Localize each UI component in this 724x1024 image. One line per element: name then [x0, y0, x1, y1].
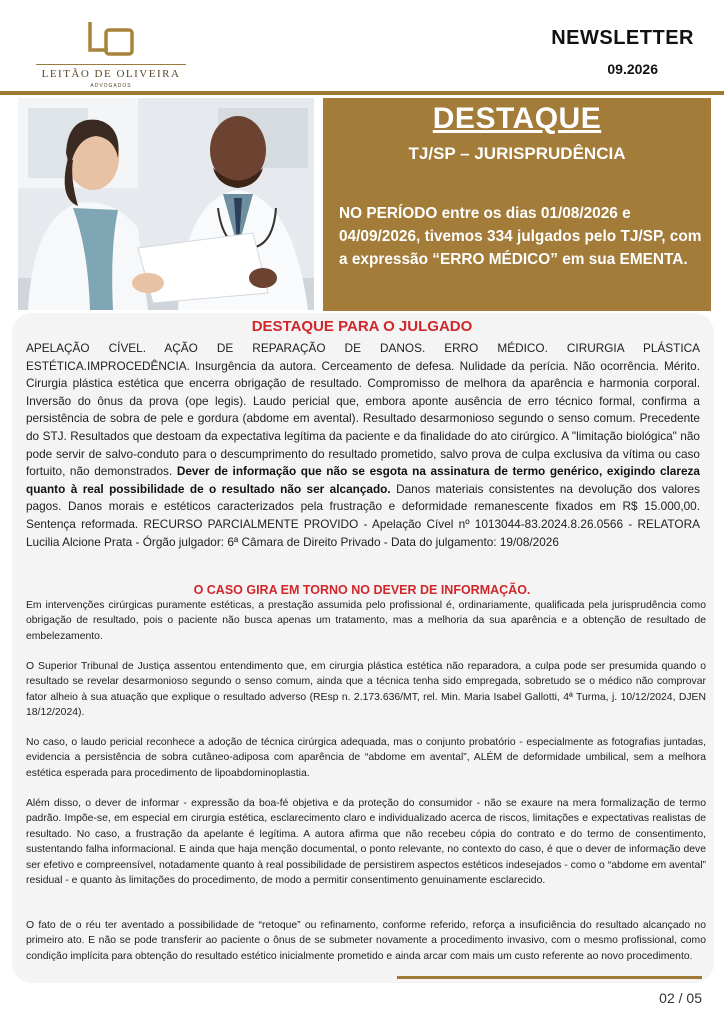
judgment-text-highlight: Dever de informação que não se esgota na assinatura de termo genérico, exigindo clareza quanto à real possibilidade de o resultado não ser alcançado. [26, 464, 700, 496]
judgment-text-part-1: APELAÇÃO CÍVEL. AÇÃO DE REPARAÇÃO DE DANOS. ERRO MÉDICO. CIRURGIA PLÁSTICA ESTÉTICA.IMPROCEDÊNCIA. Insurgência da autora. Cerceamento de defesa. Nulidade da perícia. Não ocorrência. Mérito. Cirurgia plástica estética que encerra obrigação de resultado. Compromisso de melhora da aparência e harmonia corporal. Inversão do ônus da prova (ope legis). Laudo pericial que, embora aponte ausência de erro técnico formal, confirma a persistência de sobra de pele e gordura (abdome em avental). Resultado desarmonioso segundo o senso comum. Precedente do STJ. Resultados que destoam da expectativa legítima da paciente e da finalidade do ato cirúrgico. A "limitação biológica" não pode servir de salvo-conduto para o descumprimento do resultado prometido, salvo prova de culpa exclusiva da vítima ou caso fortuito, não demonstrados. [26, 341, 700, 479]
header-divider [0, 91, 724, 95]
newsletter-header [0, 0, 724, 96]
highlight-title: DESTAQUE [432, 102, 602, 135]
firm-subtitle: ADVOGADOS [90, 83, 132, 89]
page-number: 02 / 05 [659, 990, 702, 1006]
highlight-panel [323, 98, 711, 311]
judgment-text [26, 340, 700, 551]
logo-divider [36, 64, 186, 65]
newsletter-title: NEWSLETTER [551, 27, 694, 49]
case-paragraph-2: O Superior Tribunal de Justiça assentou entendimento que, em cirurgia plástica estética não reparadora, a culpa pode ser presumida quando o resultado se revelar desarmonioso segundo o senso comum, ainda que a técnica tenha sido empregada, sobretudo se o médico não comprovar fator alheio à sua atuação que explique o resultado adverso (REsp n. 2.173.636/MT, rel. Min. Maria Isabel Gallotti, 4ª Turma, j. 10/12/2024, DJEN 18/12/2024). [26, 661, 706, 719]
firm-name: LEITÃO DE OLIVEIRA [41, 68, 181, 80]
case-paragraph-3: No caso, o laudo pericial reconhece a adoção de técnica cirúrgica adequada, mas o conjunto probatório - especialmente as fotografias juntadas, evidencia a persistência de sobra cutâneo-adiposa com aparência de “abdome em avental”, ALÉM de deformidade umbilical, sem a melhora estética esperada para procedimento de lipoabdominoplastia. [26, 737, 706, 779]
judgment-text-part-2: Danos materiais consistentes na devolução dos valores pagos. Danos morais e estéticos caracterizados pela frustração e deformidade remanescente fixados em R$ 15.000,00. Sentença reformada. RECURSO PARCIALMENTE PROVIDO - Apelação Cível nº 1013044-83.2024.8.26.0566 - RELATORA Lucilia Alcione Prata - Órgão julgador: 6ª Câmara de Direito Privado - Data do julgamento: 19/08/2026 [26, 481, 701, 549]
doctors-photo [18, 98, 314, 310]
judgment-title: DESTAQUE PARA O JULGADO [251, 318, 473, 335]
newsletter-issue: 09.2026 [607, 61, 658, 77]
case-section-title: O CASO GIRA EM TORNO NO DEVER DE INFORMAÇÃO. [193, 583, 531, 597]
case-paragraph-1: Em intervenções cirúrgicas puramente estéticas, a prestação assumida pelo profissional é, ordinariamente, qualificada pela jurisprudência como obrigação de resultado, pois o paciente não busca apenas um tratamento, mas a melhoria da sua aparência e a obtenção de resultado de embelezamento. [26, 600, 706, 642]
case-paragraph-5: O fato de o réu ter aventado a possibilidade de “retoque” ou refinamento, conforme referido, reforça a insuficiência do resultado alcançado no primeiro ato. E não se pode transferir ao paciente o ônus de se submeter novamente a procedimento invasivo, com o mesmo profissional, como condição implícita para obtenção do resultado estético inicialmente prometido e ainda arcar com mais um custo referente ao novo procedimento. [26, 920, 706, 962]
footer-divider [397, 976, 702, 979]
firm-logo [36, 20, 186, 90]
case-paragraph-4: Além disso, o dever de informar - expressão da boa-fé objetiva e da proteção do consumidor - não se exaure na mera formalização de termo padrão. Impõe-se, em especial em cirurgia estética, esclarecimento claro e individualizado acerca de riscos, limitações e expectativas realistas de resultado. No caso, a frustração da apelante é legítima. A autora afirma que não recebeu cópia do contrato e do termo de consentimento, sustentando falha informacional. E ainda que haja menção documental, o ponto relevante, no contexto do caso, é que o dever de informação deve ser efetivo e compreensível, notadamente quanto à real possibilidade de persistirem aspectos estéticos indesejados - como o “abdome em avental” residual - e quanto às limitações do procedimento, de modo a permitir consentimento genuinamente esclarecido. [26, 798, 706, 887]
lo-monogram-icon [84, 20, 138, 60]
highlight-text: NO PERÍODO entre os dias 01/08/2026 e 04/09/2026, tivemos 334 julgados pelo TJ/SP, com a expressão “ERRO MÉDICO” em sua EMENTA. [339, 205, 702, 268]
highlight-subtitle: TJ/SP – JURISPRUDÊNCIA [408, 144, 626, 163]
